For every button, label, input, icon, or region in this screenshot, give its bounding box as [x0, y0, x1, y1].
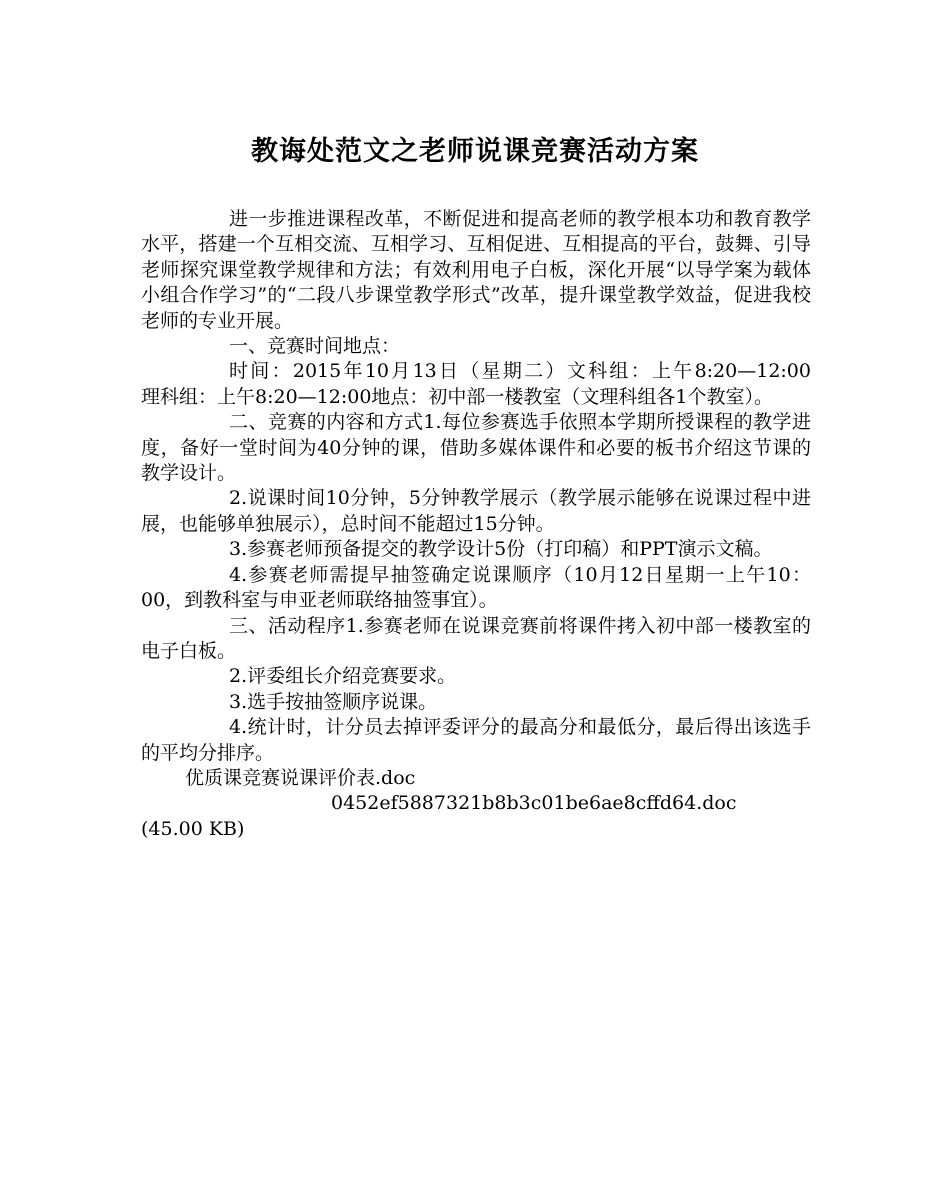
attachment-link[interactable]: 优质课竞赛说课评价表.doc: [185, 766, 416, 789]
paragraph-procedure-3: 3.选手按抽签顺序说课。: [229, 690, 438, 713]
paragraph-section-3: 三、活动程序1.参赛老师在说课竞赛前将课件拷入初中部一楼教室的电子白板。: [141, 614, 811, 662]
paragraph-item-2: 2.说课时间10分钟，5分钟教学展示（教学展示能够在说课过程中进展，也能够单独展示），总时间不能超过15分钟。: [141, 487, 811, 535]
attachment-filename[interactable]: 0452ef5887321b8b3c01be6ae8cffd64.doc: [331, 792, 737, 815]
paragraph-procedure-2: 2.评委组长介绍竞赛要求。: [229, 665, 457, 688]
paragraph-item-4: 4.参赛老师需提早抽签确定说课顺序（10月12日星期一上午10：00，到教科室与申亚老师联络抽签事宜）。: [141, 563, 811, 612]
paragraph-time-location: 时间：2015年10月13日（星期二）文科组：上午8:20—12:00 理科组：上午8:20—12:00地点：初中部一楼教室（文理科组各1个教室）。: [141, 360, 888, 408]
document-body: [141, 207, 888, 842]
paragraph-item-3: 3.参赛老师预备提交的教学设计5份（打印稿）和PPT演示文稿。: [229, 538, 773, 561]
paragraph-section-2: 二、竞赛的内容和方式1.每位参赛选手依照本学期所授课程的教学进度，备好一堂时间为40分钟的课，借助多媒体课件和必要的板书介绍这节课的教学设计。: [141, 411, 811, 485]
paragraph-intro: 进一步推进课程改革，不断促进和提高老师的教学根本功和教育教学水平，搭建一个互相交流、互相学习、互相促进、互相提高的平台，鼓舞、引导老师探究课堂教学规律和方法；有效利用电子白板，深化开展“以导学案为载体小组合作学习”的“二段八步课堂教学形式”改革，提升课堂教学效益，促进我校老师的专业开展。: [141, 208, 811, 332]
attachment-info: [141, 791, 811, 842]
document-title: 教诲处范文之老师说课竞赛活动方案: [251, 136, 699, 167]
paragraph-procedure-4: 4.统计时，计分员去掉评委评分的最高分和最低分，最后得出该选手的平均分排序。: [141, 716, 811, 764]
paragraph-section-1-heading: 一、竞赛时间地点：: [229, 335, 401, 358]
attachment-size: (45.00 KB): [141, 817, 245, 840]
